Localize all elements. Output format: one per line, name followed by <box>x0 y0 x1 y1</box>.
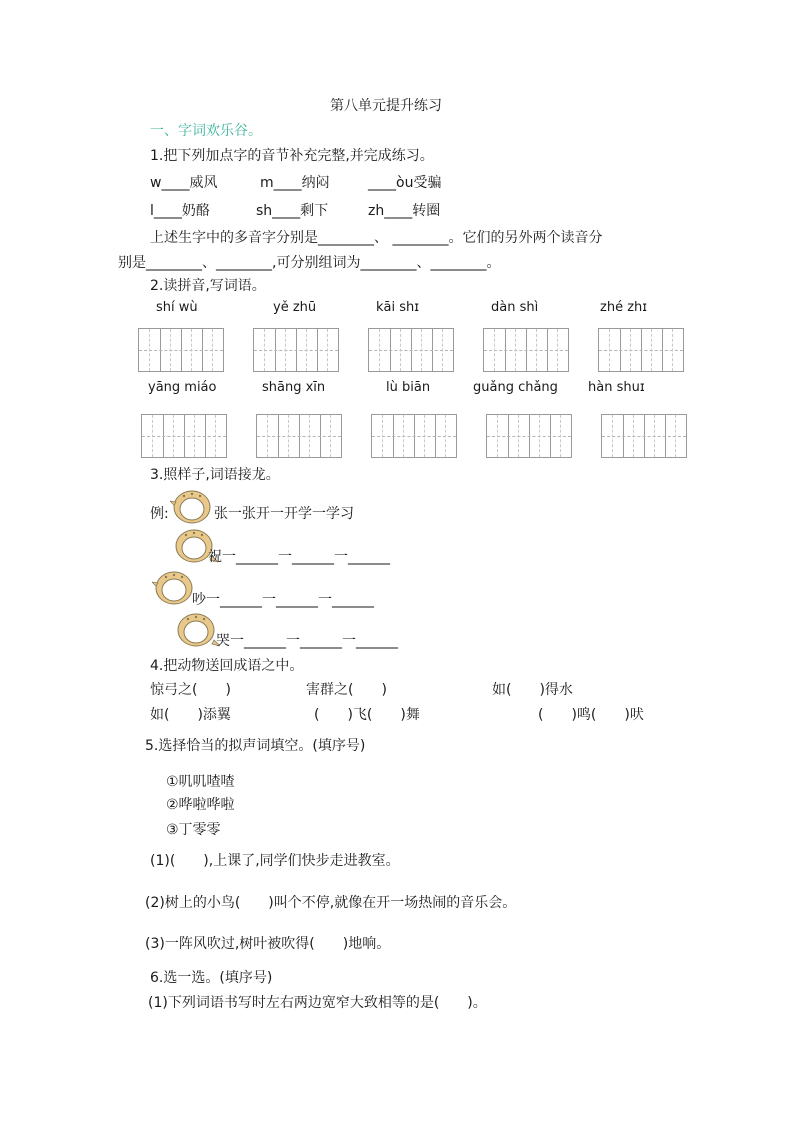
q5-heading: 5.选择恰当的拟声词填空。(填序号) <box>145 738 366 754</box>
writing-grid[interactable] <box>368 328 454 372</box>
chain-line[interactable]: 祝一______一______一______ <box>208 549 390 565</box>
q3-heading: 3.照样子,词语接龙。 <box>150 467 280 483</box>
writing-grid[interactable] <box>483 328 569 372</box>
q6-heading: 6.选一选。(填序号) <box>150 970 273 986</box>
q1-item: l____奶酪 <box>150 203 210 219</box>
chain-line[interactable]: 哭一______一______一______ <box>216 633 398 649</box>
q1-item: ____òu受骗 <box>368 175 442 191</box>
pinyin-label: shí wù <box>156 300 198 315</box>
q1-item: zh____转圈 <box>368 203 441 219</box>
pinyin-label: shāng xīn <box>262 380 326 395</box>
writing-grid[interactable] <box>138 328 224 372</box>
q2-heading: 2.读拼音,写词语。 <box>150 278 266 294</box>
example-text: 张一张开一开学一学习 <box>214 506 354 522</box>
pinyin-label: yāng miáo <box>148 380 217 395</box>
option-item: ①叽叽喳喳 <box>166 774 235 790</box>
pinyin-label: guǎng chǎng <box>473 380 558 395</box>
idiom-item[interactable]: 如( )得水 <box>492 682 573 698</box>
q4-heading: 4.把动物送回成语之中。 <box>150 658 304 674</box>
writing-grid[interactable] <box>601 414 687 458</box>
fill-item[interactable]: (1)( ),上课了,同学们快步走进教室。 <box>150 853 400 869</box>
option-item: ③丁零零 <box>166 822 221 838</box>
writing-grid[interactable] <box>598 328 684 372</box>
idiom-item[interactable]: 害群之( ) <box>306 682 387 698</box>
pinyin-label: lù biān <box>386 380 431 395</box>
pinyin-label: kāi shɪ <box>376 300 420 315</box>
bird-bubble-icon <box>174 610 220 650</box>
q1-item: m____纳闷 <box>260 175 330 191</box>
fill-item[interactable]: (3)一阵风吹过,树叶被吹得( )地响。 <box>145 936 391 952</box>
example-label: 例: <box>150 506 169 522</box>
q1-text-line: 别是________、________,可分别组词为________、________。 <box>118 255 501 271</box>
writing-grid[interactable] <box>256 414 342 458</box>
pinyin-label: yě zhū <box>273 300 317 315</box>
q1-text-line: 上述生字中的多音字分别是________、 ________。它们的另外两个读音分 <box>150 230 603 246</box>
option-item: ②哗啦哗啦 <box>166 797 235 813</box>
section-heading: 一、字词欢乐谷。 <box>150 123 262 139</box>
fill-item[interactable]: (2)树上的小鸟( )叫个不停,就像在开一场热闹的音乐会。 <box>145 895 517 911</box>
writing-grid[interactable] <box>371 414 457 458</box>
idiom-item[interactable]: 如( )添翼 <box>150 707 231 723</box>
pinyin-label: hàn shuɪ <box>588 380 645 395</box>
bird-bubble-icon <box>170 487 216 527</box>
pinyin-label: dàn shì <box>491 300 539 315</box>
writing-grid[interactable] <box>486 414 572 458</box>
q1-heading: 1.把下列加点字的音节补充完整,并完成练习。 <box>150 148 434 164</box>
page-title: 第八单元提升练习 <box>330 98 442 114</box>
q1-item: w____威风 <box>150 175 218 191</box>
writing-grid[interactable] <box>253 328 339 372</box>
q1-item: sh____剩下 <box>256 203 329 219</box>
idiom-item[interactable]: 惊弓之( ) <box>150 682 231 698</box>
chain-line[interactable]: 吵一______一______一______ <box>192 592 374 608</box>
idiom-item[interactable]: ( )飞( )舞 <box>314 707 420 723</box>
writing-grid[interactable] <box>141 414 227 458</box>
pinyin-label: zhé zhɪ <box>600 300 648 315</box>
q6-item[interactable]: (1)下列词语书写时左右两边宽窄大致相等的是( )。 <box>148 995 487 1011</box>
idiom-item[interactable]: ( )鸣( )吠 <box>538 707 644 723</box>
